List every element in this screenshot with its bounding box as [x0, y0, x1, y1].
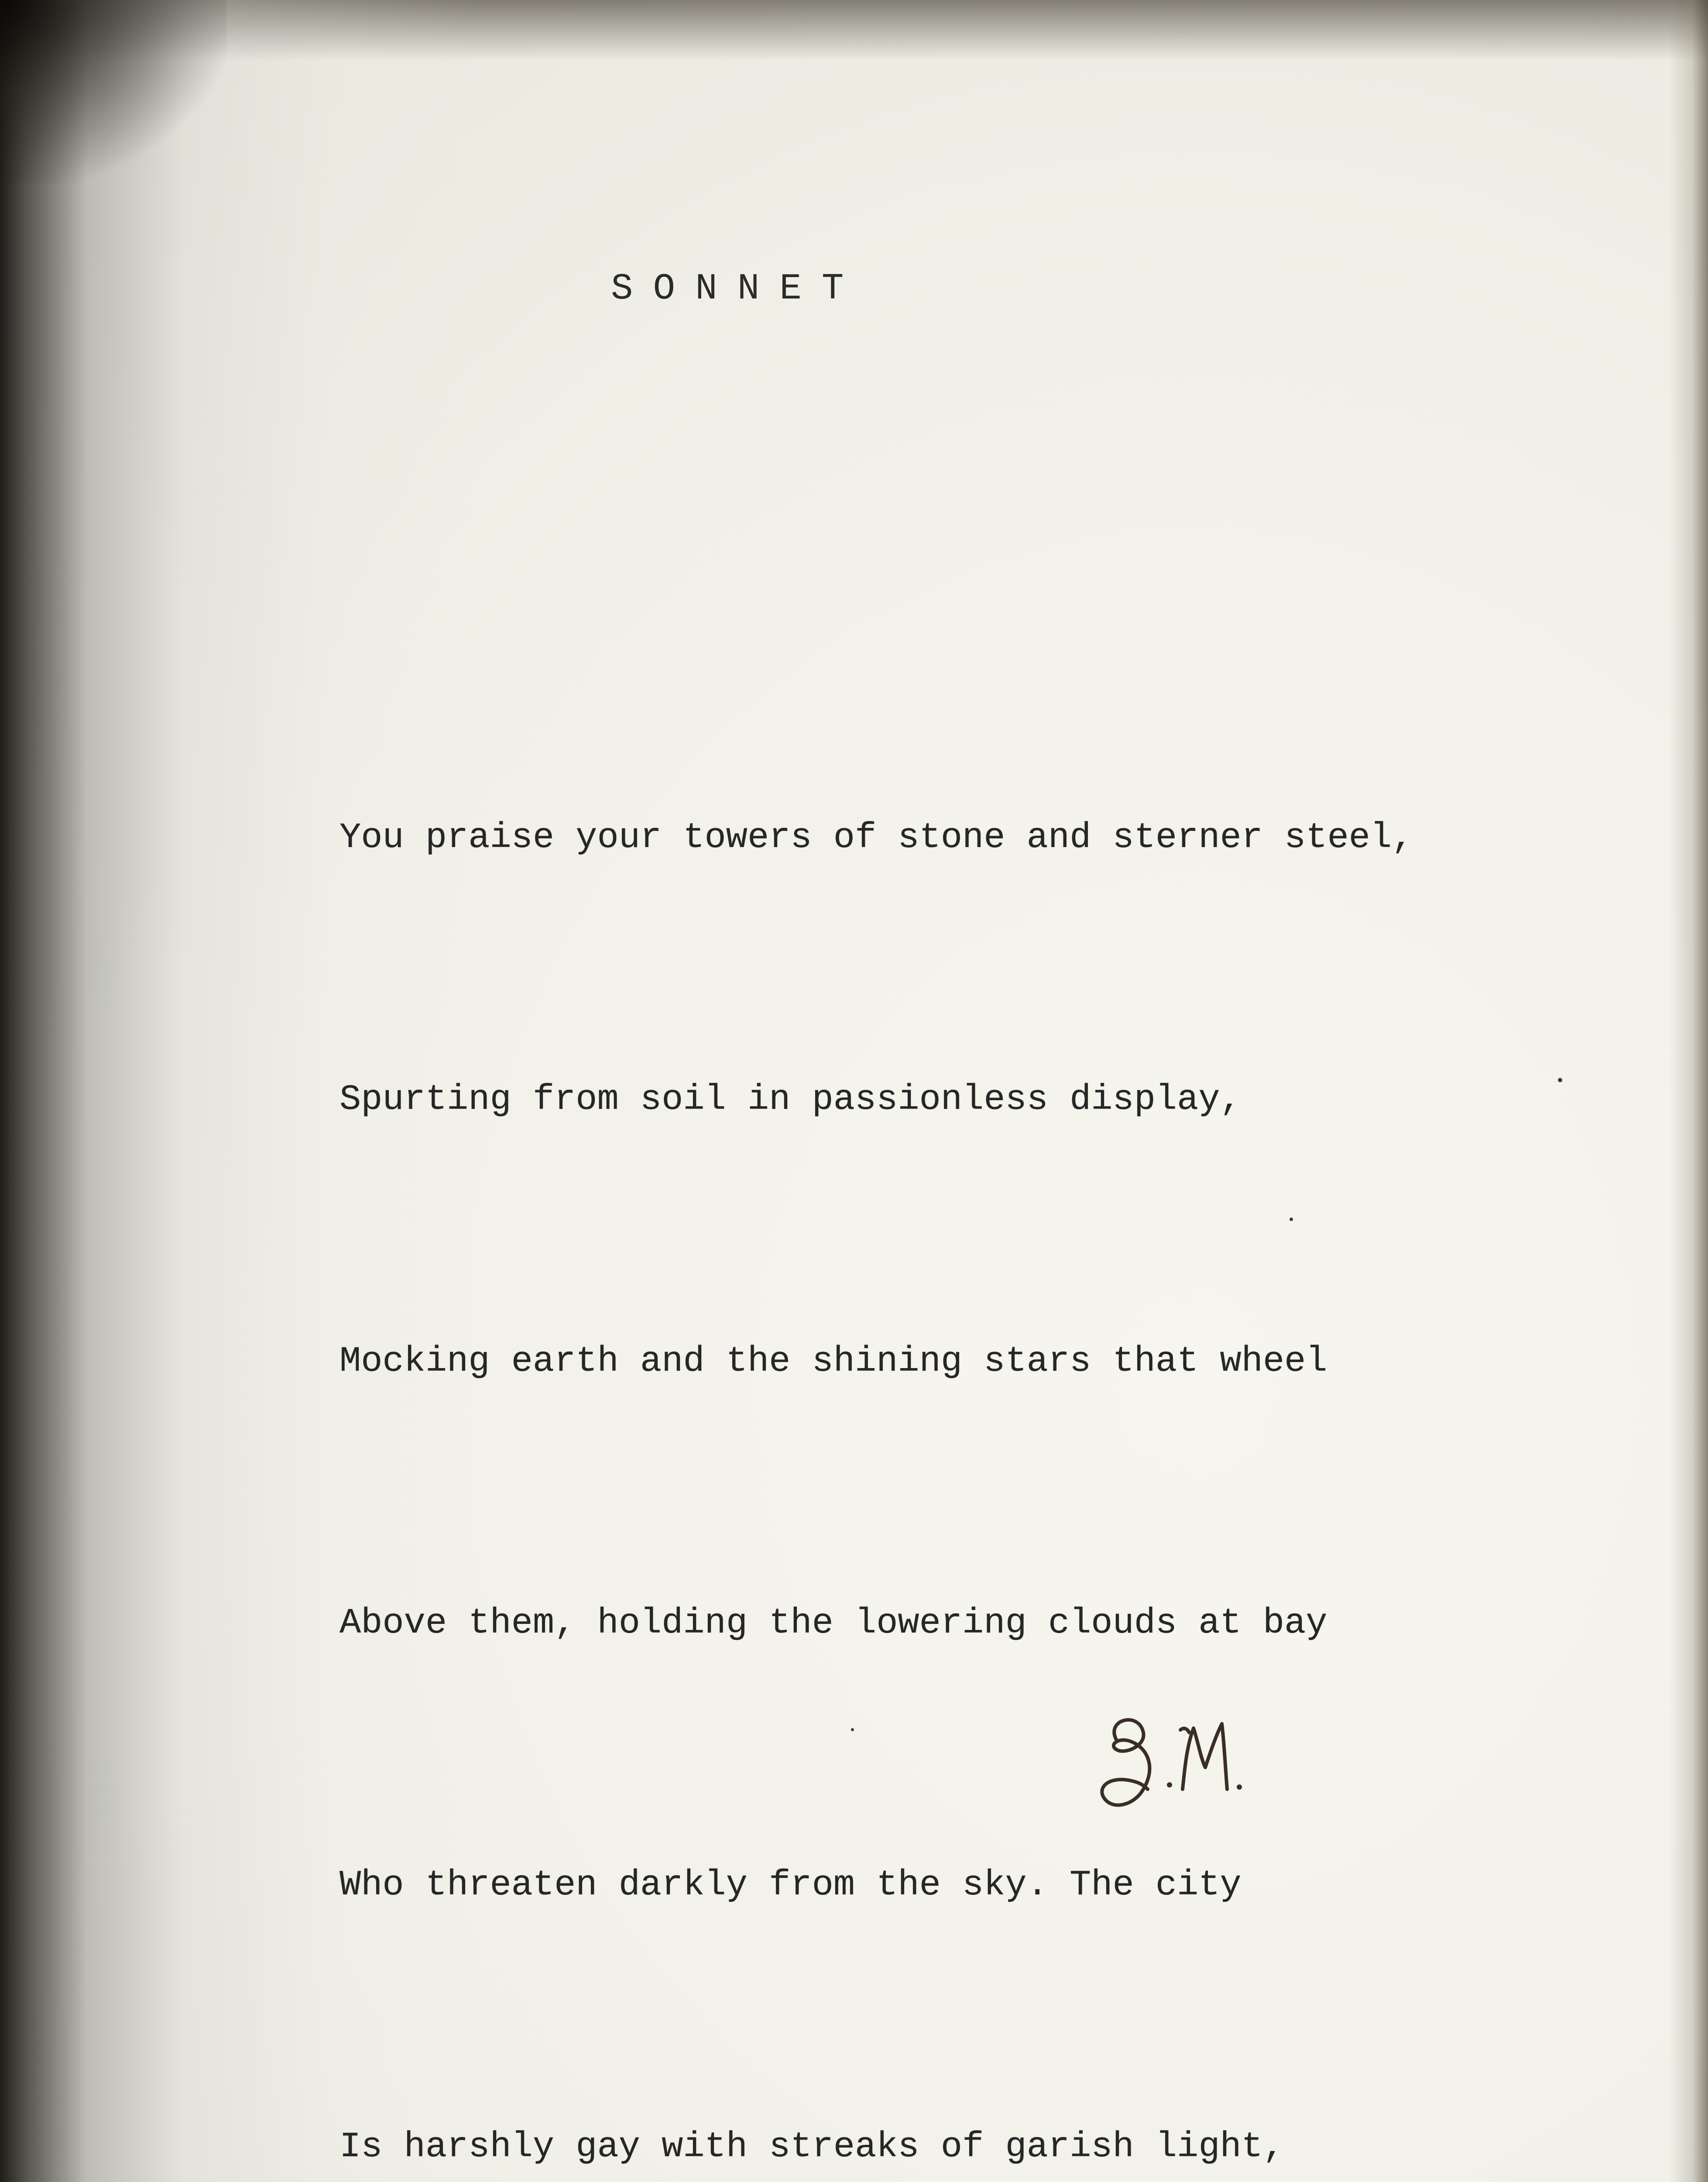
poem-line: You praise your towers of stone and sterner steel, [340, 817, 1413, 858]
ink-speck [851, 1728, 854, 1731]
page-right-edge [1669, 0, 1708, 2182]
poem-line: Above them, holding the lowering clouds at bay [340, 1603, 1327, 1643]
poem-line: Is harshly gay with streaks of garish light, [340, 2127, 1285, 2167]
poem-line: Who threaten darkly from the sky. The city [340, 1865, 1242, 1905]
page-corner-shadow [0, 0, 227, 183]
poem-body [340, 445, 1413, 2182]
poem-line: Spurting from soil in passionless display, [340, 1079, 1242, 1120]
ink-speck [1558, 1078, 1562, 1082]
stanza-1 [340, 620, 1413, 2182]
poem-title: SONNET [611, 268, 864, 310]
ink-speck [1290, 1218, 1293, 1221]
handwritten-signature [1091, 1702, 1274, 1833]
poem-line: Mocking earth and the shining stars that wheel [340, 1341, 1327, 1382]
